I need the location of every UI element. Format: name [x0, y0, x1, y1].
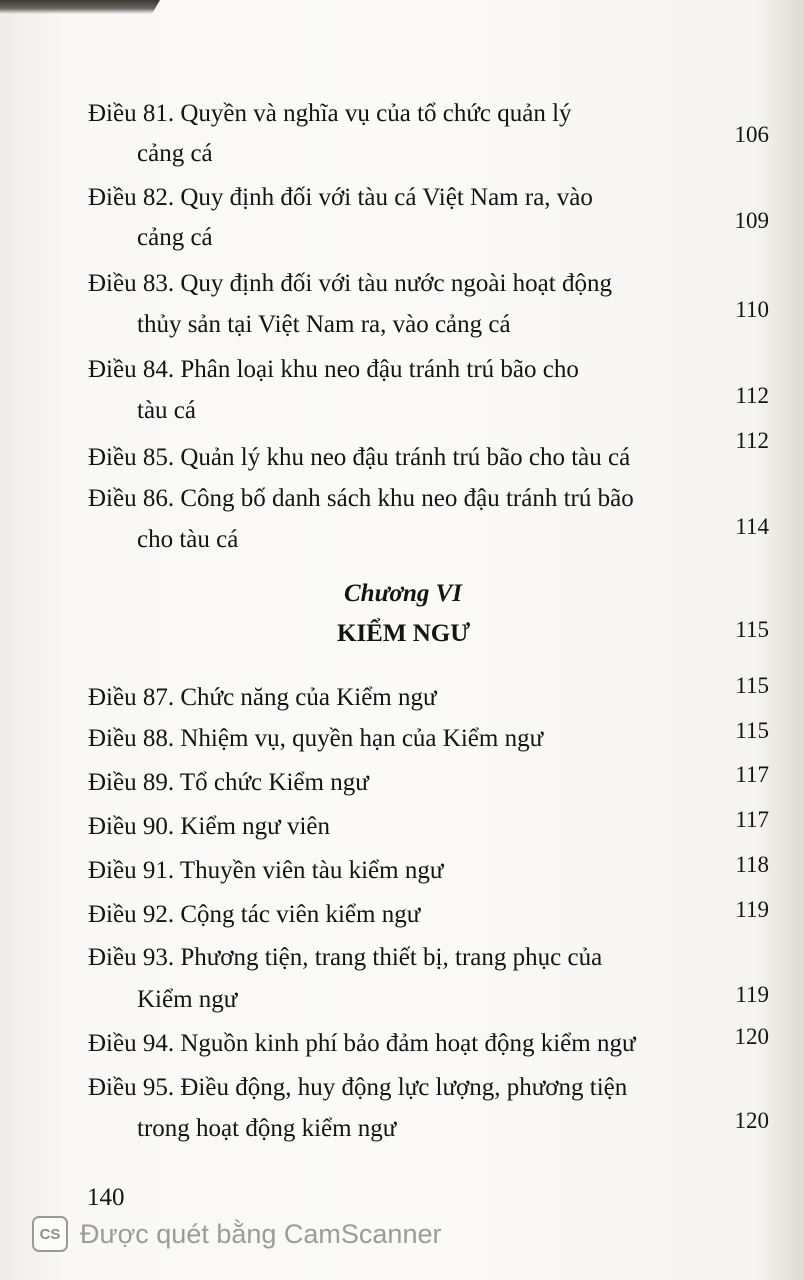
toc-entry-82-line-1: Điều 82. Quy định đối với tàu cá Việt Nam ra, vào	[88, 184, 593, 211]
toc-entry-88-page: 115	[735, 718, 769, 743]
toc-entry-83-line-1: Điều 83. Quy định đối với tàu nước ngoài hoạt động	[88, 270, 612, 297]
toc-entry-95-page: 120	[734, 1108, 769, 1133]
toc-entry-94-line-1: Điều 94. Nguồn kinh phí bảo đảm hoạt động kiểm ngư	[88, 1030, 636, 1057]
toc-entry-94-page: 120	[734, 1024, 769, 1049]
camscanner-watermark	[32, 1214, 441, 1254]
toc-entry-89-line-1: Điều 89. Tổ chức Kiểm ngư	[88, 769, 369, 796]
toc-entry-81-line-2: cảng cá	[137, 140, 213, 167]
toc-entry-92-line-1: Điều 92. Cộng tác viên kiểm ngư	[88, 901, 421, 928]
toc-entry-91-line-1: Điều 91. Thuyền viên tàu kiểm ngư	[88, 857, 444, 884]
toc-entry-85-page: 112	[735, 428, 769, 453]
toc-entry-88-line-1: Điều 88. Nhiệm vụ, quyền hạn của Kiểm ngư	[88, 725, 544, 752]
toc-entry-84-page: 112	[735, 383, 769, 408]
toc-entry-83-page: 110	[735, 297, 769, 322]
toc-entry-90-line-1: Điều 90. Kiểm ngư viên	[88, 813, 330, 840]
toc-entry-82-page: 109	[734, 208, 769, 233]
toc-entry-81-line-1: Điều 81. Quyền và nghĩa vụ của tổ chức quản lý	[88, 100, 572, 127]
toc-entry-93-line-1: Điều 93. Phương tiện, trang thiết bị, trang phục của	[88, 944, 603, 971]
toc-entry-87-page: 115	[735, 673, 769, 698]
camscanner-logo-icon: CS	[32, 1216, 68, 1252]
toc-entry-93-page: 119	[735, 982, 769, 1007]
camscanner-text: Được quét bằng CamScanner	[80, 1218, 442, 1249]
toc-entry-81-page: 106	[734, 122, 769, 147]
toc-entry-90-page: 117	[735, 807, 769, 832]
toc-entry-87-line-1: Điều 87. Chức năng của Kiểm ngư	[88, 684, 437, 711]
chapter-title: KIỂM NGƯ	[337, 620, 471, 647]
toc-entry-84-line-1: Điều 84. Phân loại khu neo đậu tránh trú bão cho	[88, 356, 579, 383]
toc-entry-84-line-2: tàu cá	[137, 397, 196, 424]
toc-entry-92-page: 119	[735, 897, 769, 922]
page-number: 140	[87, 1184, 125, 1211]
chapter-label: Chương VI	[344, 580, 463, 607]
chapter-page: 115	[735, 617, 769, 642]
page-edge-shadow	[0, 0, 160, 14]
toc-entry-82-line-2: cảng cá	[137, 224, 213, 251]
toc-entry-91-page: 118	[735, 852, 769, 877]
toc-entry-89-page: 117	[735, 762, 769, 787]
toc-entry-85-line-1: Điều 85. Quản lý khu neo đậu tránh trú bão cho tàu cá	[88, 444, 631, 471]
toc-entry-83-line-2: thủy sản tại Việt Nam ra, vào cảng cá	[137, 311, 511, 338]
toc-entry-93-line-2: Kiểm ngư	[137, 986, 238, 1013]
toc-entry-95-line-1: Điều 95. Điều động, huy động lực lượng, phương tiện	[88, 1074, 628, 1101]
toc-entry-86-page: 114	[735, 514, 769, 539]
toc-entry-86-line-1: Điều 86. Công bố danh sách khu neo đậu tránh trú bão	[88, 485, 634, 512]
toc-entry-86-line-2: cho tàu cá	[137, 526, 239, 553]
toc-entry-95-line-2: trong hoạt động kiểm ngư	[137, 1115, 397, 1142]
